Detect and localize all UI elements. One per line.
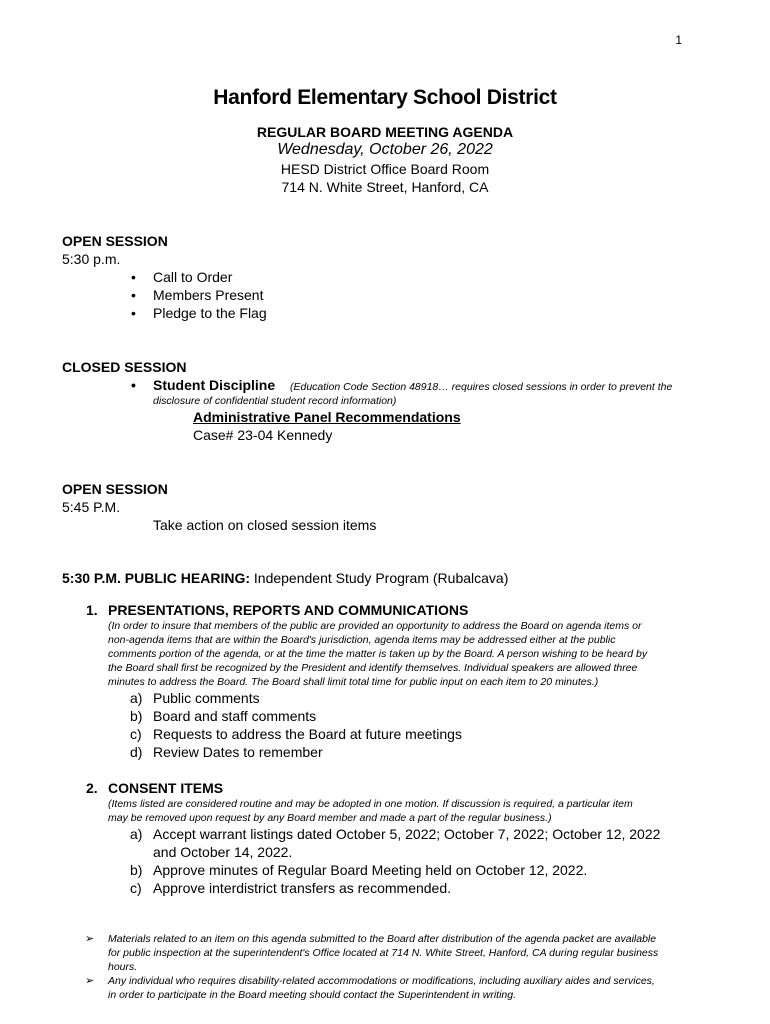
open-session-heading: OPEN SESSION bbox=[62, 233, 168, 249]
section-2-item-c: Approve interdistrict transfers as recommended. bbox=[153, 880, 452, 896]
closed-session-heading: CLOSED SESSION bbox=[62, 359, 187, 375]
section-1-note bbox=[108, 619, 647, 689]
open-session-2-heading: OPEN SESSION bbox=[62, 481, 168, 497]
list-item: • Call to Order bbox=[153, 269, 232, 285]
section-1-item-b-letter: b) bbox=[130, 708, 143, 724]
section-1-number: 1. bbox=[86, 602, 98, 618]
meeting-location: HESD District Office Board Room bbox=[280, 161, 490, 177]
student-discipline-note-cont: disclosure of confidential student record information) bbox=[153, 395, 397, 407]
meeting-date: Wednesday, October 26, 2022 bbox=[277, 141, 493, 158]
section-2-number: 2. bbox=[86, 780, 98, 796]
section-1-item-d: Review Dates to remember bbox=[153, 744, 323, 760]
public-hearing-line bbox=[62, 570, 508, 586]
note-line: non-agenda items that are within the Board's jurisdiction, agenda items may be addressed either at the public bbox=[108, 634, 616, 646]
note-line: (In order to insure that members of the public are provided an opportunity to address the Board on agenda items or bbox=[108, 620, 642, 632]
section-2-item-a: Accept warrant listings dated October 5, 2022; October 7, 2022; October 12, 2022 bbox=[153, 826, 661, 842]
section-2-item-a-cont: and October 14, 2022. bbox=[153, 844, 293, 860]
student-discipline-note: (Education Code Section 48918… requires closed sessions in order to prevent the bbox=[290, 381, 673, 393]
section-1-item-d-letter: d) bbox=[130, 744, 143, 760]
list-item: • Members Present bbox=[153, 287, 263, 303]
section-2-item-a-letter: a) bbox=[130, 826, 143, 842]
footnote-line: Materials related to an item on this agenda submitted to the Board after distribution of the agenda packet are available bbox=[108, 933, 657, 945]
note-line: comments portion of the agenda, or at the time the matter is taken up by the Board. A person wishing to be heard by bbox=[108, 648, 648, 660]
district-title: Hanford Elementary School District bbox=[213, 86, 557, 109]
section-2-title: CONSENT ITEMS bbox=[108, 780, 224, 796]
footnote-line: in order to participate in the Board meeting should contact the Superintendent in writing. bbox=[108, 989, 516, 1001]
open-session-2-time: 5:45 P.M. bbox=[62, 499, 121, 515]
arrow-bullet-icon: ➢ bbox=[85, 933, 95, 945]
arrow-bullet-icon: ➢ bbox=[85, 975, 95, 987]
note-line: minutes to address the Board. The Board shall limit total time for public input on each item to 20 minutes.) bbox=[108, 676, 599, 688]
closed-session-action: Take action on closed session items bbox=[153, 517, 377, 533]
section-2-item-b-letter: b) bbox=[130, 862, 143, 878]
footnote-materials bbox=[108, 932, 658, 974]
footnote-line: for public inspection at the superintendent's Office located at 714 N. White Street, Hanford, CA during regular business bbox=[108, 947, 659, 959]
open-session-time: 5:30 p.m. bbox=[62, 251, 121, 267]
section-1-item-a-letter: a) bbox=[130, 690, 143, 706]
public-hearing-label: 5:30 P.M. PUBLIC HEARING: bbox=[62, 570, 250, 586]
section-2-note bbox=[108, 797, 633, 825]
footnote-line: Any individual who requires disability-related accommodations or modifications, including auxiliary aides and services, bbox=[108, 975, 655, 987]
section-2-item-c-letter: c) bbox=[130, 880, 142, 896]
note-line: (Items listed are considered routine and may be adopted in one motion. If discussion is required, a particular item bbox=[108, 798, 633, 810]
public-hearing-text: Independent Study Program (Rubalcava) bbox=[253, 570, 509, 586]
note-line: may be removed upon request by any Board member and made a part of the regular business.) bbox=[108, 812, 552, 824]
panel-recommendations-title: Administrative Panel Recommendations bbox=[193, 409, 461, 425]
list-item: • Pledge to the Flag bbox=[153, 305, 267, 321]
student-discipline-title: • Student Discipline bbox=[153, 377, 275, 393]
section-1-item-c: Requests to address the Board at future meetings bbox=[153, 726, 462, 742]
section-1-title: PRESENTATIONS, REPORTS AND COMMUNICATIONS bbox=[108, 602, 469, 618]
footnote-accommodations bbox=[108, 974, 655, 1002]
section-1-item-a: Public comments bbox=[153, 690, 260, 706]
section-1-item-c-letter: c) bbox=[130, 726, 142, 742]
case-number: Case# 23-04 Kennedy bbox=[193, 427, 333, 443]
section-2-item-b: Approve minutes of Regular Board Meeting held on October 12, 2022. bbox=[153, 862, 588, 878]
note-line: the Board shall first be recognized by the President and identify themselves. Individual speakers are allowed three bbox=[108, 662, 638, 674]
footnote-line: hours. bbox=[108, 961, 138, 973]
agenda-title: REGULAR BOARD MEETING AGENDA bbox=[256, 124, 514, 140]
section-1-item-b: Board and staff comments bbox=[153, 708, 317, 724]
page-number: 1 bbox=[675, 33, 682, 47]
meeting-address: 714 N. White Street, Hanford, CA bbox=[281, 179, 489, 195]
